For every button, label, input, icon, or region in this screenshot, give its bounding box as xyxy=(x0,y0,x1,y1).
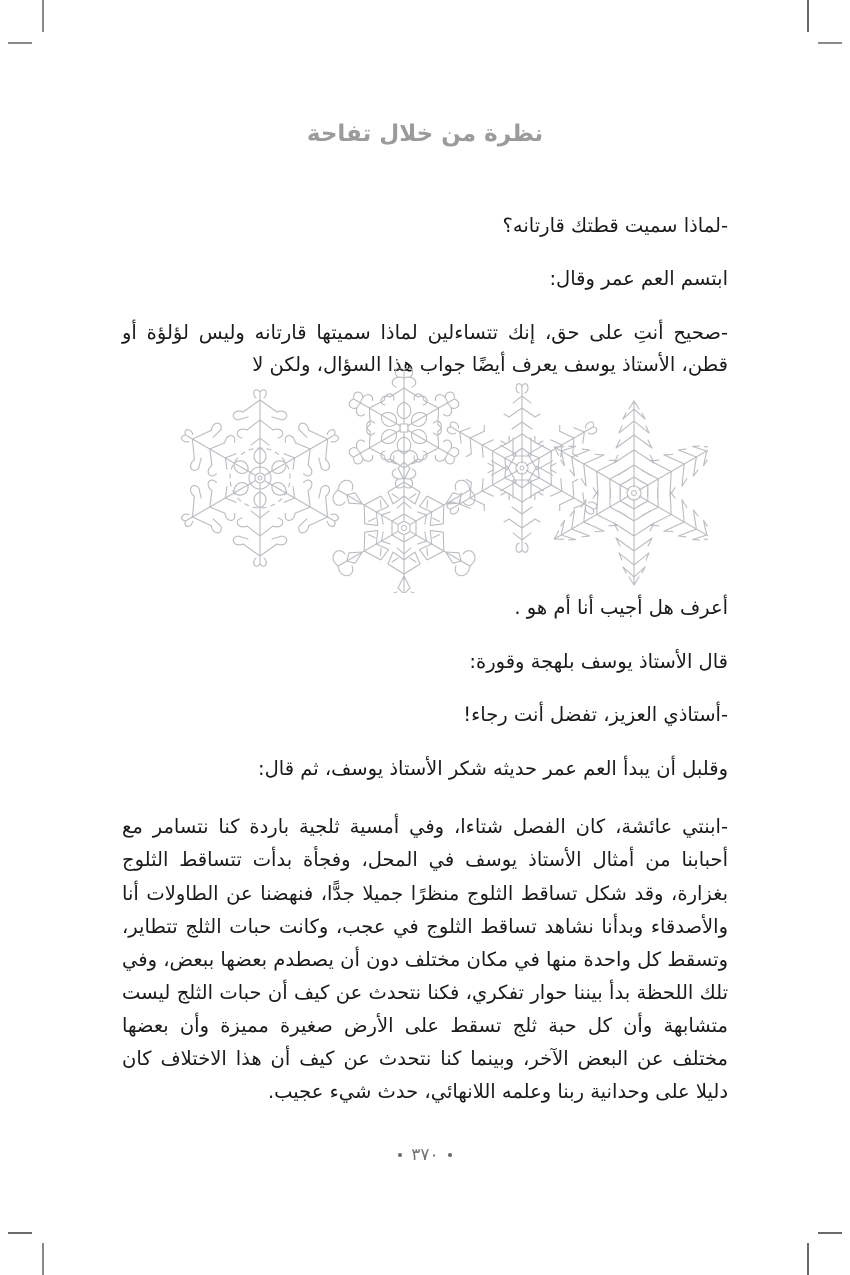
dialogue-line-1: -لماذا سميت قطتك قارتانه؟ xyxy=(502,213,728,237)
snowflake-1 xyxy=(170,390,349,566)
lower-text-block xyxy=(122,592,728,1109)
crop-mark-top-right-vertical xyxy=(807,0,809,32)
upper-text-block xyxy=(122,210,728,380)
snowflake-5 xyxy=(544,401,708,585)
spacer xyxy=(122,731,728,753)
page-folio xyxy=(122,1145,728,1165)
dialogue-line-2: -أستاذي العزيز، تفضل أنت رجاء! xyxy=(463,703,728,727)
spacer xyxy=(122,241,728,263)
crop-mark-bottom-left-vertical xyxy=(42,1243,44,1275)
page-title: نظرة من خلال تفاحة xyxy=(306,121,544,147)
crop-mark-top-right-horizontal xyxy=(818,42,842,44)
folio-dot-right xyxy=(448,1153,452,1157)
spacer xyxy=(122,784,728,810)
paragraph-1: -صحيح أنتِ على حق، إنك تتساءلين لماذا سميتها قارتانه وليس لؤلؤة أو قطن، الأستاذ يوسف يعرف أيضًا جواب هذا السؤال، ولكن لا xyxy=(122,321,728,376)
crop-mark-bottom-right-horizontal xyxy=(818,1232,842,1234)
narration-line-1: ابتسم العم عمر وقال: xyxy=(549,267,728,291)
snowflake-4 xyxy=(439,384,606,553)
crop-mark-bottom-right-vertical xyxy=(807,1243,809,1275)
narration-line-4: وقلبل أن يبدأ العم عمر حديثه شكر الأستاذ يوسف، ثم قال: xyxy=(258,756,728,780)
crop-mark-bottom-left-horizontal xyxy=(8,1232,32,1234)
narration-line-2: أعرف هل أجيب أنا أم هو . xyxy=(514,596,728,619)
snowflake-3 xyxy=(329,451,479,593)
narration-line-3: قال الأستاذ يوسف بلهجة وقورة: xyxy=(469,649,728,673)
text-column xyxy=(122,0,728,1275)
paragraph-2: -ابنتي عائشة، كان الفصل شتاءا، وفي أمسية ثلجية باردة كنا نتسامر مع أحبابنا من أمثال الأستاذ يوسف في المحل، وفجأة بدأت تتساقط الثلوج بغزارة، وقد شكل تساقط الثلوج منظرًا جميلا جدًّا، فنهضنا عن الطاولات أنا والأصدقاء وبدأنا نشاهد تساقط الثلوج في عجب، وكانت حبات الثلج تتطاير، وتسقط كل واحدة منها في مكان مختلف دون أن يصطدم بعضها ببعض، وفي تلك اللحظة بدأ بيننا حوار تفكري، فكنا نتحدث عن كيف أن حبات الثلج ليست متشابهة وأن كل حبة ثلج تسقط على الأرض صغيرة مميزة وأن بعضها مختلف عن البعض الآخر، وبينما كنا نتحدث عن كيف أن هذا الاختلاف كان دليلا على وحدانية ربنا وعلمه اللانهائي، حدث شيء عجيب. xyxy=(122,815,728,1104)
snowflake-illustration xyxy=(142,368,708,593)
folio-dot-left xyxy=(398,1153,402,1157)
spacer xyxy=(122,624,728,646)
crop-mark-top-left-horizontal xyxy=(8,42,32,44)
page-number: ٣٧٠ xyxy=(411,1145,439,1165)
spacer xyxy=(122,295,728,317)
crop-mark-top-left-vertical xyxy=(42,0,44,32)
spacer xyxy=(122,677,728,699)
